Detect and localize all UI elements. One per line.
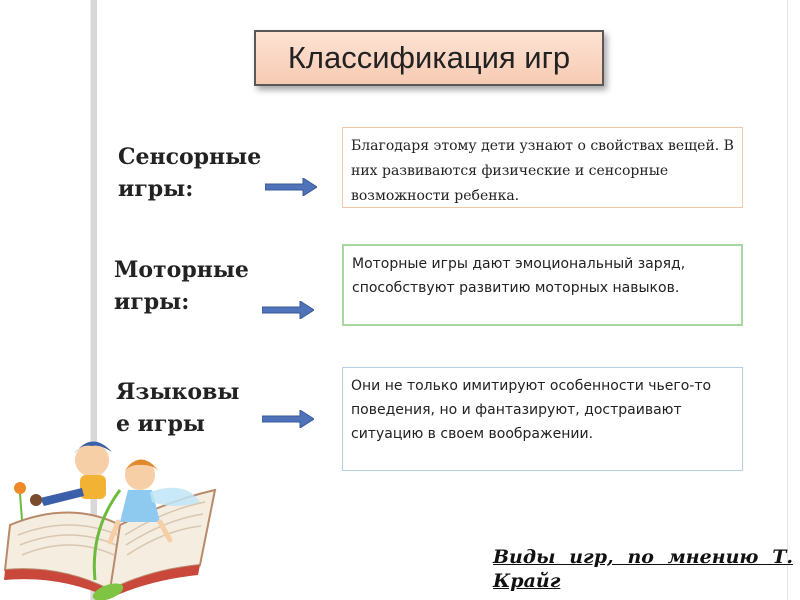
category-label-line: е игры (116, 411, 205, 437)
category-label-line: Сенсорные (118, 144, 262, 170)
right-arrow-icon (262, 301, 314, 319)
description-box-motor (342, 244, 743, 326)
category-label-line: игры: (118, 176, 194, 202)
description-box-language (342, 367, 743, 471)
category-label-line: Моторные (114, 257, 249, 283)
slide-title (254, 30, 604, 86)
category-label-line: Языковы (116, 379, 240, 405)
description-text: Они не только имитируют особенности чьего-то поведения, но и фантазируют, достраивают ситуацию в своем воображении. (351, 378, 712, 442)
description-box-sensory (342, 127, 743, 208)
description-text: Благодаря этому дети узнают о свойствах вещей. В них развиваются физические и сенсорные возможности ребенка. (351, 138, 734, 204)
category-label-line: игры: (114, 289, 190, 315)
right-arrow-icon (265, 178, 317, 196)
category-label-motor (114, 254, 249, 318)
children-on-book-illustration (0, 430, 230, 600)
right-arrow-icon (262, 410, 314, 428)
footer-caption-text: Виды игр, по мнению Т. Крайг (493, 546, 793, 592)
footer-caption (493, 545, 793, 593)
description-text: Моторные игры дают эмоциональный заряд, способствуют развитию моторных навыков. (352, 256, 686, 296)
slide-title-text: Классификация игр (287, 40, 571, 75)
right-decorative-line (787, 0, 788, 600)
category-label-sensory (118, 141, 261, 205)
